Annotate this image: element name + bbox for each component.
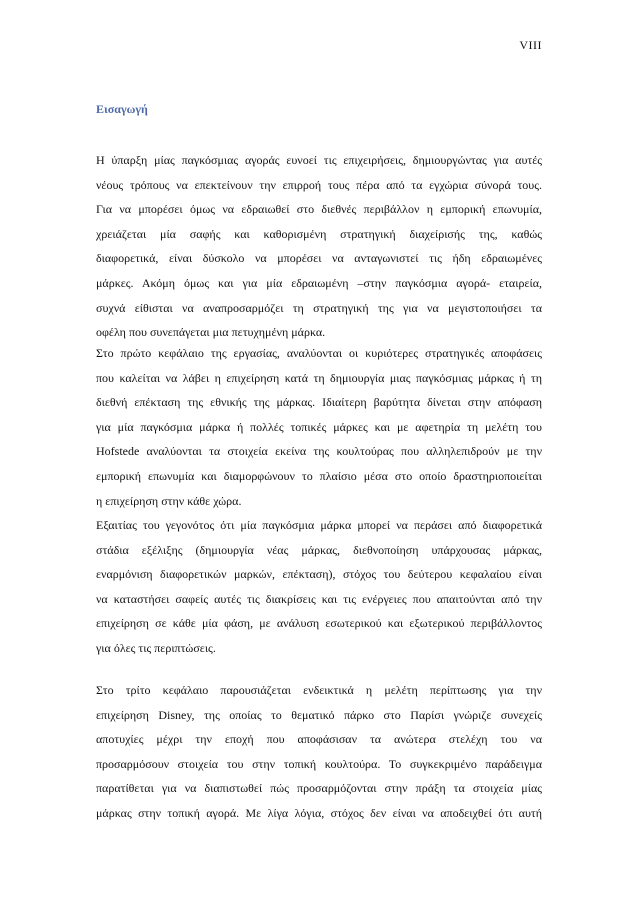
text-line: Εξαιτίας του γεγονότος ότι μία παγκόσμια μάρκα μπορεί να περάσει από διαφορετικά bbox=[96, 518, 542, 532]
text-line: Στο πρώτο κεφάλαιο της εργασίας, αναλύονται οι κυριότερες στρατηγικές αποφάσεις bbox=[96, 346, 542, 360]
text-line: εναρμόνιση διαφορετικών μαρκών, επέκταση), στόχος του δεύτερου κεφαλαίου είναι bbox=[96, 567, 542, 582]
paragraph-3 bbox=[96, 513, 542, 661]
text-line: παρατίθεται για να διαπιστωθεί πώς προσαρμόζονται στην πράξη τα στοιχεία μίας bbox=[96, 781, 542, 796]
text-line: να καταστήσει σαφείς αυτές τις διακρίσεις και τις ενέργειες που απαιτούνται από την bbox=[96, 591, 542, 606]
text-line: επιχείρηση σε κάθε μία φάση, με ανάλυση εσωτερικού και εξωτερικού περιβάλλοντος bbox=[96, 616, 542, 631]
text-line: Για να μπορέσει όμως να εδραιωθεί στο διεθνές περιβάλλον η εμπορική επωνυμία, bbox=[96, 202, 542, 217]
text-line: Hofstede αναλύονται τα στοιχεία εκείνα της κουλτούρας που αλληλεπιδρούν με την bbox=[96, 444, 542, 459]
text-line: μάρκες. Ακόμη όμως και για μία εδραιωμένη –στην παγκόσμια αγορά- εταιρεία, bbox=[96, 275, 542, 290]
text-line: για μία παγκόσμια μάρκα ή πολλές τοπικές μάρκες και με αφετηρία τη μελέτη του bbox=[96, 419, 542, 434]
paragraph-1 bbox=[96, 148, 542, 345]
text-line: προσαρμόσουν στοιχεία του στην τοπική κουλτούρα. Το συγκεκριμένο παράδειγμα bbox=[96, 756, 542, 771]
text-line: που καλείται να λάβει η επιχείρηση κατά τη δημιουργία μιας παγκόσμιας μάρκας ή τη bbox=[96, 370, 542, 385]
text-line: οφέλη που συνεπάγεται μια πετυχημένη μάρκα. bbox=[96, 325, 326, 340]
text-line: διεθνή επέκταση της εθνικής της μάρκας. Ιδιαίτερη βαρύτητα δίνεται στην απόφαση bbox=[96, 395, 542, 410]
text-line: νέους τρόπους να επεκτείνουν την επιρροή τους πέρα από τα εγχώρια σύνορά τους. bbox=[96, 177, 542, 192]
text-line: μάρκας στην τοπική αγορά. Με λίγα λόγια, στόχος δεν είναι να αποδειχθεί ότι αυτή bbox=[96, 805, 542, 820]
text-line: αποτυχίες μέχρι την εποχή που αποφάσισαν τα ανώτερα στελέχη του να bbox=[96, 732, 542, 747]
text-line: για όλες τις περιπτώσεις. bbox=[96, 640, 216, 655]
text-line: χρειάζεται μία σαφής και καθορισμένη στρατηγική διαχείρισής της, καθώς bbox=[96, 226, 542, 241]
paragraph-2 bbox=[96, 341, 542, 513]
paragraph-4 bbox=[96, 678, 542, 826]
text-line: διαφορετικά, είναι δύσκολο να μπορέσει να ανταγωνιστεί τις ήδη εδραιωμένες bbox=[96, 251, 542, 266]
text-line: στάδια εξέλιξης (δημιουργία νέας μάρκας, διεθνοποίηση υπάρχουσας μάρκας, bbox=[96, 542, 542, 557]
section-heading: Εισαγωγή bbox=[96, 102, 148, 116]
text-line: η επιχείρηση στην κάθε χώρα. bbox=[96, 493, 242, 508]
text-line: επιχείρηση Disney, της οποίας το θεματικό πάρκο στο Παρίσι γνώριζε συνεχείς bbox=[96, 707, 542, 722]
text-line: Η ύπαρξη μίας παγκόσμιας αγοράς ευνοεί τις επιχειρήσεις, δημιουργώντας για αυτές bbox=[96, 153, 542, 167]
text-line: Στο τρίτο κεφάλαιο παρουσιάζεται ενδεικτικά η μελέτη περίπτωσης για την bbox=[96, 683, 542, 697]
text-line: συχνά είθισται να αναπροσαρμόζει τη στρατηγική της για να μεγιστοποιήσει τα bbox=[96, 300, 542, 315]
page-number: VIII bbox=[519, 38, 542, 52]
text-line: εμπορική επωνυμία και διαμορφώνουν το πλαίσιο μέσα στο οποίο δραστηριοποιείται bbox=[96, 468, 542, 483]
